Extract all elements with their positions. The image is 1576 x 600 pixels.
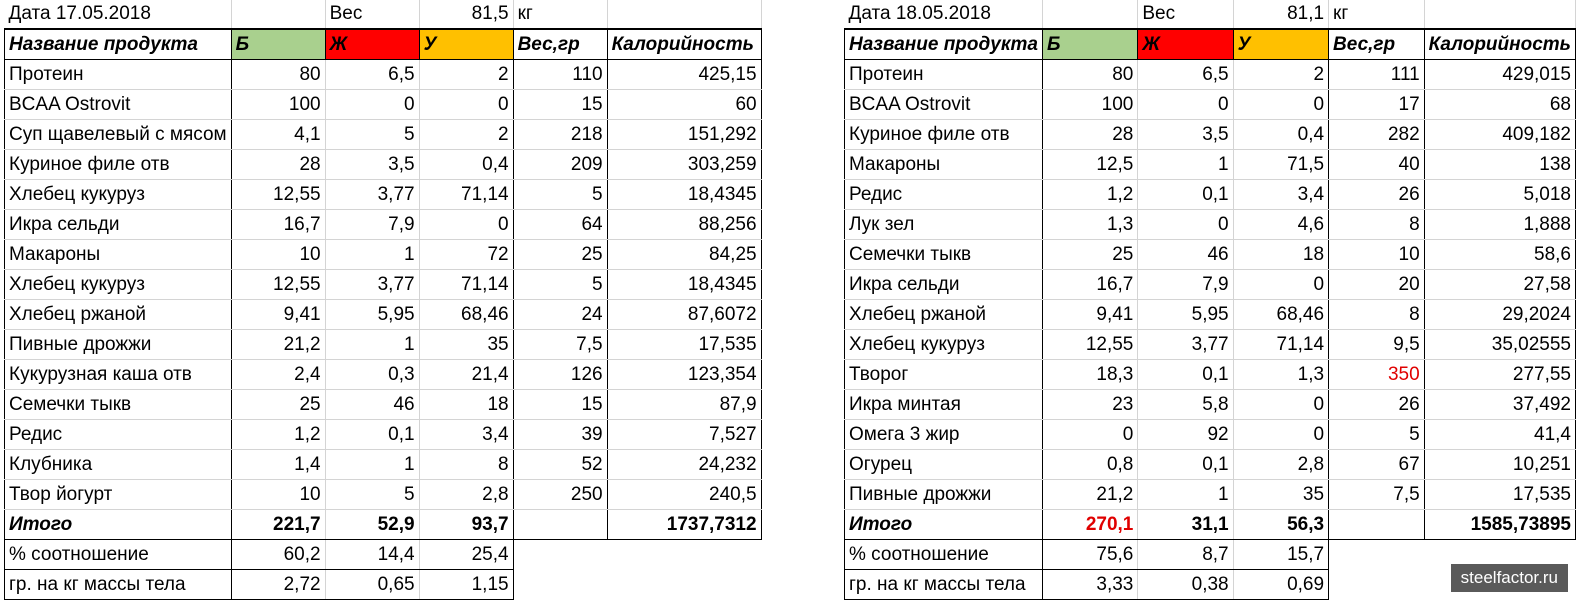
kcal-value[interactable]: 151,292 <box>607 120 761 150</box>
empty-cell[interactable] <box>231 0 325 29</box>
weight-value[interactable]: 24 <box>513 300 607 330</box>
protein-value[interactable]: 16,7 <box>231 210 325 240</box>
weight-value[interactable]: 39 <box>513 420 607 450</box>
fat-value[interactable]: 0 <box>1138 210 1233 240</box>
total-protein[interactable]: 270,1 <box>1042 510 1137 540</box>
total-fat[interactable]: 52,9 <box>325 510 419 540</box>
protein-value[interactable]: 1,4 <box>231 450 325 480</box>
header-name[interactable]: Название продукта <box>5 29 232 60</box>
protein-value[interactable]: 18,3 <box>1042 360 1137 390</box>
fat-value[interactable]: 3,77 <box>325 180 419 210</box>
protein-value[interactable]: 80 <box>1042 60 1137 90</box>
product-name[interactable]: Икра сельди <box>845 270 1043 300</box>
weight-value[interactable]: 67 <box>1329 450 1425 480</box>
per-kg-fat[interactable]: 0,38 <box>1138 570 1233 600</box>
header-weight[interactable]: Вес,гр <box>513 29 607 60</box>
per-kg-protein[interactable]: 3,33 <box>1042 570 1137 600</box>
carbs-value[interactable]: 1,3 <box>1233 360 1328 390</box>
fat-value[interactable]: 0,1 <box>1138 360 1233 390</box>
carbs-value[interactable]: 2,8 <box>1233 450 1328 480</box>
per-kg-carbs[interactable]: 1,15 <box>419 570 513 600</box>
product-name[interactable]: BCAA Ostrovit <box>5 90 232 120</box>
carbs-value[interactable]: 71,14 <box>1233 330 1328 360</box>
table-row <box>5 90 762 120</box>
total-weight[interactable] <box>513 510 607 540</box>
fat-value[interactable]: 3,77 <box>1138 330 1233 360</box>
product-name[interactable]: Кукурузная каша отв <box>5 360 232 390</box>
protein-value[interactable]: 80 <box>231 60 325 90</box>
protein-value[interactable]: 28 <box>231 150 325 180</box>
ratio-carbs[interactable]: 15,7 <box>1233 540 1328 570</box>
protein-value[interactable]: 0 <box>1042 420 1137 450</box>
empty-cell[interactable] <box>1424 0 1575 29</box>
ratio-protein[interactable]: 60,2 <box>231 540 325 570</box>
product-name[interactable]: Хлебец кукуруз <box>5 270 232 300</box>
header-fat[interactable]: Ж <box>325 29 419 60</box>
product-name[interactable]: Протеин <box>5 60 232 90</box>
table-row <box>5 120 762 150</box>
carbs-value[interactable]: 2 <box>1233 60 1328 90</box>
header-protein[interactable]: Б <box>231 29 325 60</box>
total-protein[interactable]: 221,7 <box>231 510 325 540</box>
carbs-value[interactable]: 0 <box>1233 420 1328 450</box>
protein-value[interactable]: 100 <box>1042 90 1137 120</box>
protein-value[interactable]: 12,55 <box>1042 330 1137 360</box>
product-name[interactable]: Омега 3 жир <box>845 420 1043 450</box>
fat-value[interactable]: 0,1 <box>325 420 419 450</box>
fat-value[interactable]: 3,77 <box>325 270 419 300</box>
table-row <box>845 390 1576 420</box>
body-weight-value[interactable]: 81,1 <box>1233 0 1328 29</box>
carbs-value[interactable]: 35 <box>1233 480 1328 510</box>
weight-value[interactable]: 7,5 <box>513 330 607 360</box>
empty-cell[interactable] <box>1042 0 1137 29</box>
product-name[interactable]: Хлебец ржаной <box>5 300 232 330</box>
product-name[interactable]: Суп щавелевый с мясом <box>5 120 232 150</box>
fat-value[interactable]: 6,5 <box>325 60 419 90</box>
ratio-carbs[interactable]: 25,4 <box>419 540 513 570</box>
weight-value[interactable]: 25 <box>513 240 607 270</box>
kcal-value[interactable]: 303,259 <box>607 150 761 180</box>
table-row <box>845 450 1576 480</box>
carbs-value[interactable]: 2 <box>419 120 513 150</box>
total-weight[interactable] <box>1329 510 1425 540</box>
fat-value[interactable]: 0,1 <box>1138 450 1233 480</box>
weight-value[interactable]: 64 <box>513 210 607 240</box>
product-name[interactable]: Макароны <box>845 150 1043 180</box>
header-name[interactable]: Название продукта <box>845 29 1043 60</box>
fat-value[interactable]: 0,3 <box>325 360 419 390</box>
protein-value[interactable]: 12,55 <box>231 180 325 210</box>
weight-value[interactable]: 209 <box>513 150 607 180</box>
weight-value[interactable]: 110 <box>513 60 607 90</box>
fat-value[interactable]: 7,9 <box>1138 270 1233 300</box>
kcal-value[interactable]: 87,9 <box>607 390 761 420</box>
weight-value[interactable]: 20 <box>1329 270 1425 300</box>
table-row <box>845 240 1576 270</box>
protein-value[interactable]: 28 <box>1042 120 1137 150</box>
weight-value[interactable]: 15 <box>513 90 607 120</box>
protein-value[interactable]: 25 <box>1042 240 1137 270</box>
table-row <box>5 150 762 180</box>
fat-value[interactable]: 1 <box>325 330 419 360</box>
carbs-value[interactable]: 0 <box>419 210 513 240</box>
table-row <box>845 210 1576 240</box>
carbs-value[interactable]: 18 <box>1233 240 1328 270</box>
weight-value[interactable]: 5 <box>513 180 607 210</box>
protein-value[interactable]: 9,41 <box>1042 300 1137 330</box>
protein-value[interactable]: 4,1 <box>231 120 325 150</box>
product-name[interactable]: Икра минтая <box>845 390 1043 420</box>
protein-value[interactable]: 25 <box>231 390 325 420</box>
kcal-value[interactable]: 17,535 <box>607 330 761 360</box>
kcal-value[interactable]: 27,58 <box>1424 270 1575 300</box>
carbs-value[interactable]: 35 <box>419 330 513 360</box>
weight-value[interactable]: 8 <box>1329 210 1425 240</box>
fat-value[interactable]: 1 <box>1138 150 1233 180</box>
kcal-value[interactable]: 425,15 <box>607 60 761 90</box>
carbs-value[interactable]: 18 <box>419 390 513 420</box>
fat-value[interactable]: 46 <box>325 390 419 420</box>
weight-value[interactable]: 26 <box>1329 390 1425 420</box>
carbs-value[interactable]: 68,46 <box>1233 300 1328 330</box>
weight-value[interactable]: 5 <box>513 270 607 300</box>
product-name[interactable]: Лук зел <box>845 210 1043 240</box>
table-row <box>5 480 762 510</box>
product-name[interactable]: Протеин <box>845 60 1043 90</box>
empty-cell[interactable] <box>607 0 761 29</box>
table-row <box>5 450 762 480</box>
protein-value[interactable]: 21,2 <box>231 330 325 360</box>
product-name[interactable]: Макароны <box>5 240 232 270</box>
fat-value[interactable]: 0 <box>325 90 419 120</box>
product-name[interactable]: Куриное филе отв <box>845 120 1043 150</box>
kcal-value[interactable]: 138 <box>1424 150 1575 180</box>
kcal-value[interactable]: 88,256 <box>607 210 761 240</box>
kcal-value[interactable]: 18,4345 <box>607 270 761 300</box>
carbs-value[interactable]: 2,8 <box>419 480 513 510</box>
watermark: steelfactor.ru <box>1451 564 1568 592</box>
fat-value[interactable]: 6,5 <box>1138 60 1233 90</box>
fat-value[interactable]: 5,8 <box>1138 390 1233 420</box>
protein-value[interactable]: 9,41 <box>231 300 325 330</box>
per-kg-label[interactable]: гр. на кг массы тела <box>845 570 1043 600</box>
date-row <box>5 0 762 29</box>
fat-value[interactable]: 5 <box>325 480 419 510</box>
carbs-value[interactable]: 0,4 <box>419 150 513 180</box>
header-protein[interactable]: Б <box>1042 29 1137 60</box>
per-kg-fat[interactable]: 0,65 <box>325 570 419 600</box>
header-kcal[interactable]: Калорийность <box>607 29 761 60</box>
header-row <box>845 29 1576 60</box>
protein-value[interactable]: 12,55 <box>231 270 325 300</box>
date-cell[interactable]: Дата 17.05.2018 <box>5 0 232 29</box>
weight-value[interactable]: 9,5 <box>1329 330 1425 360</box>
kcal-value[interactable]: 18,4345 <box>607 180 761 210</box>
product-name[interactable]: Редис <box>5 420 232 450</box>
kcal-value[interactable]: 84,25 <box>607 240 761 270</box>
product-name[interactable]: Огурец <box>845 450 1043 480</box>
kcal-value[interactable]: 29,2024 <box>1424 300 1575 330</box>
fat-value[interactable]: 1 <box>1138 480 1233 510</box>
day1-table <box>4 0 762 600</box>
table-row <box>845 480 1576 510</box>
kcal-value[interactable]: 277,55 <box>1424 360 1575 390</box>
product-name[interactable]: Семечки тыкв <box>5 390 232 420</box>
carbs-value[interactable]: 72 <box>419 240 513 270</box>
table-row <box>5 60 762 90</box>
kcal-value[interactable]: 24,232 <box>607 450 761 480</box>
kcal-value[interactable]: 41,4 <box>1424 420 1575 450</box>
kcal-value[interactable]: 429,015 <box>1424 60 1575 90</box>
product-name[interactable]: Пивные дрожжи <box>845 480 1043 510</box>
date-row <box>845 0 1576 29</box>
table-row <box>5 330 762 360</box>
fat-value[interactable]: 3,5 <box>325 150 419 180</box>
kcal-value[interactable]: 5,018 <box>1424 180 1575 210</box>
weight-value[interactable]: 17 <box>1329 90 1425 120</box>
fat-value[interactable]: 5,95 <box>1138 300 1233 330</box>
protein-value[interactable]: 1,2 <box>231 420 325 450</box>
carbs-value[interactable]: 71,14 <box>419 180 513 210</box>
total-carbs[interactable]: 56,3 <box>1233 510 1328 540</box>
fat-value[interactable]: 3,5 <box>1138 120 1233 150</box>
weight-value[interactable]: 26 <box>1329 180 1425 210</box>
kcal-value[interactable]: 7,527 <box>607 420 761 450</box>
protein-value[interactable]: 12,5 <box>1042 150 1137 180</box>
table-row <box>5 180 762 210</box>
product-name[interactable]: Редис <box>845 180 1043 210</box>
weight-value[interactable]: 111 <box>1329 60 1425 90</box>
table-row <box>845 180 1576 210</box>
protein-value[interactable]: 2,4 <box>231 360 325 390</box>
table-row <box>845 330 1576 360</box>
total-row <box>845 510 1576 540</box>
fat-value[interactable]: 0,1 <box>1138 180 1233 210</box>
weight-value[interactable]: 218 <box>513 120 607 150</box>
product-name[interactable]: Семечки тыкв <box>845 240 1043 270</box>
table-row <box>845 300 1576 330</box>
carbs-value[interactable]: 0 <box>1233 390 1328 420</box>
protein-value[interactable]: 10 <box>231 240 325 270</box>
kcal-value[interactable]: 87,6072 <box>607 300 761 330</box>
weight-value[interactable]: 40 <box>1329 150 1425 180</box>
carbs-value[interactable]: 21,4 <box>419 360 513 390</box>
carbs-value[interactable]: 2 <box>419 60 513 90</box>
weight-value[interactable]: 8 <box>1329 300 1425 330</box>
kcal-value[interactable]: 58,6 <box>1424 240 1575 270</box>
header-carbs[interactable]: У <box>419 29 513 60</box>
weight-value[interactable]: 350 <box>1329 360 1425 390</box>
product-name[interactable]: Твор йогурт <box>5 480 232 510</box>
table-row <box>5 390 762 420</box>
header-kcal[interactable]: Калорийность <box>1424 29 1575 60</box>
protein-value[interactable]: 16,7 <box>1042 270 1137 300</box>
table-row <box>845 360 1576 390</box>
table-row <box>845 60 1576 90</box>
per-kg-row <box>5 570 762 600</box>
fat-value[interactable]: 5 <box>325 120 419 150</box>
carbs-value[interactable]: 68,46 <box>419 300 513 330</box>
table-row <box>5 270 762 300</box>
product-name[interactable]: Творог <box>845 360 1043 390</box>
kcal-value[interactable]: 123,354 <box>607 360 761 390</box>
ves-label[interactable]: Вес <box>1138 0 1233 29</box>
ratio-fat[interactable]: 8,7 <box>1138 540 1233 570</box>
carbs-value[interactable]: 8 <box>419 450 513 480</box>
product-name[interactable]: BCAA Ostrovit <box>845 90 1043 120</box>
table-row <box>845 90 1576 120</box>
date-cell[interactable]: Дата 18.05.2018 <box>845 0 1043 29</box>
body-weight-value[interactable]: 81,5 <box>419 0 513 29</box>
carbs-value[interactable]: 0 <box>1233 90 1328 120</box>
table-row <box>5 360 762 390</box>
total-carbs[interactable]: 93,7 <box>419 510 513 540</box>
kcal-value[interactable]: 37,492 <box>1424 390 1575 420</box>
total-label[interactable]: Итого <box>845 510 1043 540</box>
total-label[interactable]: Итого <box>5 510 232 540</box>
total-fat[interactable]: 31,1 <box>1138 510 1233 540</box>
product-name[interactable]: Куриное филе отв <box>5 150 232 180</box>
product-name[interactable]: Пивные дрожжи <box>5 330 232 360</box>
kcal-value[interactable]: 10,251 <box>1424 450 1575 480</box>
carbs-value[interactable]: 0 <box>419 90 513 120</box>
product-name[interactable]: Икра сельди <box>5 210 232 240</box>
day2-table <box>844 0 1576 600</box>
kg-unit[interactable]: кг <box>1329 0 1425 29</box>
ves-label[interactable]: Вес <box>325 0 419 29</box>
kcal-value[interactable]: 60 <box>607 90 761 120</box>
carbs-value[interactable]: 3,4 <box>419 420 513 450</box>
product-name[interactable]: Клубника <box>5 450 232 480</box>
carbs-value[interactable]: 0 <box>1233 270 1328 300</box>
carbs-value[interactable]: 71,5 <box>1233 150 1328 180</box>
per-kg-carbs[interactable]: 0,69 <box>1233 570 1328 600</box>
ratio-protein[interactable]: 75,6 <box>1042 540 1137 570</box>
carbs-value[interactable]: 71,14 <box>419 270 513 300</box>
carbs-value[interactable]: 3,4 <box>1233 180 1328 210</box>
protein-value[interactable]: 0,8 <box>1042 450 1137 480</box>
total-kcal[interactable]: 1585,73895 <box>1424 510 1575 540</box>
protein-value[interactable]: 23 <box>1042 390 1137 420</box>
protein-value[interactable]: 1,3 <box>1042 210 1137 240</box>
ratio-fat[interactable]: 14,4 <box>325 540 419 570</box>
kcal-value[interactable]: 68 <box>1424 90 1575 120</box>
weight-value[interactable]: 7,5 <box>1329 480 1425 510</box>
fat-value[interactable]: 46 <box>1138 240 1233 270</box>
table-row <box>5 210 762 240</box>
product-name[interactable]: Хлебец кукуруз <box>5 180 232 210</box>
table-row <box>5 240 762 270</box>
header-row <box>5 29 762 60</box>
carbs-value[interactable]: 0,4 <box>1233 120 1328 150</box>
total-kcal[interactable]: 1737,7312 <box>607 510 761 540</box>
header-carbs[interactable]: У <box>1233 29 1328 60</box>
protein-value[interactable]: 21,2 <box>1042 480 1137 510</box>
fat-value[interactable]: 1 <box>325 450 419 480</box>
weight-value[interactable]: 282 <box>1329 120 1425 150</box>
table-row <box>845 270 1576 300</box>
weight-value[interactable]: 5 <box>1329 420 1425 450</box>
protein-value[interactable]: 100 <box>231 90 325 120</box>
table-row <box>5 300 762 330</box>
weight-value[interactable]: 15 <box>513 390 607 420</box>
table-row <box>5 420 762 450</box>
fat-value[interactable]: 7,9 <box>325 210 419 240</box>
fat-value[interactable]: 0 <box>1138 90 1233 120</box>
protein-value[interactable]: 10 <box>231 480 325 510</box>
fat-value[interactable]: 1 <box>325 240 419 270</box>
total-row <box>5 510 762 540</box>
kcal-value[interactable]: 17,535 <box>1424 480 1575 510</box>
carbs-value[interactable]: 4,6 <box>1233 210 1328 240</box>
fat-value[interactable]: 92 <box>1138 420 1233 450</box>
kg-unit[interactable]: кг <box>513 0 607 29</box>
kcal-value[interactable]: 35,02555 <box>1424 330 1575 360</box>
header-fat[interactable]: Ж <box>1138 29 1233 60</box>
ratio-label[interactable]: % соотношение <box>5 540 232 570</box>
weight-value[interactable]: 52 <box>513 450 607 480</box>
per-kg-label[interactable]: гр. на кг массы тела <box>5 570 232 600</box>
weight-value[interactable]: 250 <box>513 480 607 510</box>
kcal-value[interactable]: 240,5 <box>607 480 761 510</box>
ratio-label[interactable]: % соотношение <box>845 540 1043 570</box>
product-name[interactable]: Хлебец кукуруз <box>845 330 1043 360</box>
kcal-value[interactable]: 409,182 <box>1424 120 1575 150</box>
table-row <box>845 420 1576 450</box>
protein-value[interactable]: 1,2 <box>1042 180 1137 210</box>
table-row <box>845 150 1576 180</box>
per-kg-protein[interactable]: 2,72 <box>231 570 325 600</box>
weight-value[interactable]: 126 <box>513 360 607 390</box>
kcal-value[interactable]: 1,888 <box>1424 210 1575 240</box>
fat-value[interactable]: 5,95 <box>325 300 419 330</box>
header-weight[interactable]: Вес,гр <box>1329 29 1425 60</box>
table-row <box>845 120 1576 150</box>
ratio-row <box>5 540 762 570</box>
weight-value[interactable]: 10 <box>1329 240 1425 270</box>
product-name[interactable]: Хлебец ржаной <box>845 300 1043 330</box>
